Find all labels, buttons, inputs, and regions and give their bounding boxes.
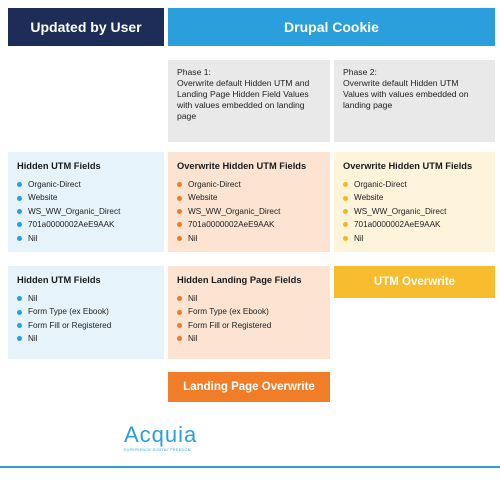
list-item (17, 319, 155, 332)
bullet-icon (17, 209, 22, 214)
phase-1-text: Overwrite default Hidden UTM and Landing Page Hidden Field Values with values embedded on landing page (177, 78, 310, 121)
bullet-icon (177, 296, 182, 301)
card-title: Hidden UTM Fields (17, 161, 101, 171)
bullet-icon (177, 222, 182, 227)
list-item (343, 232, 486, 245)
list-item (17, 191, 155, 204)
header-user-label: Updated by User (30, 19, 142, 35)
bullet-icon (177, 236, 182, 241)
list-item (17, 292, 155, 305)
list-item (17, 178, 155, 191)
header-drupal-label: Drupal Cookie (284, 19, 379, 35)
bullet-icon (177, 196, 182, 201)
list-item-label: 701a0000002AeE9AAK (188, 220, 275, 230)
list-item (177, 178, 321, 191)
list-item (343, 191, 486, 204)
acquia-logo (124, 424, 214, 460)
field-list (17, 178, 155, 245)
bullet-icon (177, 209, 182, 214)
phase-1-overwrite-utm-card (168, 152, 330, 252)
list-item-label: Nil (28, 233, 38, 243)
logo-tagline: EXPERIENCE DIGITAL FREEDOM (124, 448, 192, 452)
phase-1-hidden-landing-page-card (168, 266, 330, 359)
list-item (343, 205, 486, 218)
phase-2-text: Overwrite default Hidden UTM Values with values embedded on landing page (343, 78, 469, 110)
header-updated-by-user (8, 8, 164, 46)
list-item (343, 178, 486, 191)
bullet-icon (343, 196, 348, 201)
list-item-label: Organic-Direct (354, 180, 407, 189)
bullet-icon (177, 323, 182, 328)
bullet-icon (17, 196, 22, 201)
list-item-label: Form Fill or Registered (28, 320, 112, 330)
list-item-label: WS_WW_Organic_Direct (188, 206, 281, 216)
utm-overwrite-label (334, 266, 495, 298)
card-title: Hidden UTM Fields (17, 275, 101, 285)
list-item-label: WS_WW_Organic_Direct (354, 206, 447, 216)
bullet-icon (343, 209, 348, 214)
field-list (177, 178, 321, 245)
bullet-icon (343, 236, 348, 241)
utm-overwrite-text: UTM Overwrite (373, 276, 456, 288)
list-item-label: Form Type (ex Ebook) (188, 307, 269, 317)
card-title: Overwrite Hidden UTM Fields (343, 161, 473, 171)
list-item (177, 232, 321, 245)
list-item-label: Nil (354, 233, 364, 243)
list-item (177, 305, 321, 318)
bullet-icon (17, 336, 22, 341)
field-list (17, 292, 155, 346)
list-item-label: Nil (28, 334, 38, 344)
list-item-label: 701a0000002AeE9AAK (28, 220, 115, 230)
list-item-label: Form Type (ex Ebook) (28, 307, 109, 317)
bullet-icon (177, 182, 182, 187)
list-item (177, 205, 321, 218)
bullet-icon (343, 222, 348, 227)
list-item-label: Organic-Direct (28, 180, 81, 189)
user-hidden-landing-fields-card (8, 266, 164, 359)
list-item (177, 191, 321, 204)
list-item-label: Nil (188, 334, 198, 344)
card-title: Overwrite Hidden UTM Fields (177, 161, 307, 171)
list-item (177, 292, 321, 305)
field-list (177, 292, 321, 346)
card-title: Hidden Landing Page Fields (177, 275, 302, 285)
list-item-label: WS_WW_Organic_Direct (28, 206, 121, 216)
list-item-label: Website (188, 193, 218, 203)
bullet-icon (17, 236, 22, 241)
phase-2-overwrite-utm-card (334, 152, 495, 252)
list-item-label: Website (28, 193, 58, 203)
bullet-icon (17, 296, 22, 301)
list-item (177, 319, 321, 332)
list-item (17, 205, 155, 218)
phase-2-title: Phase 2: (343, 67, 377, 77)
bullet-icon (17, 310, 22, 315)
landing-page-overwrite-label (168, 372, 330, 402)
bullet-icon (17, 323, 22, 328)
list-item (177, 218, 321, 231)
list-item (177, 332, 321, 345)
list-item-label: Form Fill or Registered (188, 320, 272, 330)
phase-1-description (168, 60, 330, 142)
list-item-label: 701a0000002AeE9AAK (354, 220, 441, 230)
bullet-icon (177, 310, 182, 315)
list-item-label: Nil (28, 294, 38, 303)
list-item-label: Nil (188, 233, 198, 243)
bullet-icon (17, 182, 22, 187)
list-item (17, 218, 155, 231)
user-hidden-utm-fields-card (8, 152, 164, 252)
list-item-label: Organic-Direct (188, 180, 241, 189)
phase-2-description (334, 60, 495, 142)
header-drupal-cookie (168, 8, 495, 46)
bullet-icon (177, 336, 182, 341)
field-list (343, 178, 486, 245)
phase-1-title: Phase 1: (177, 67, 211, 77)
list-item-label: Website (354, 193, 384, 203)
list-item-label: Nil (188, 294, 198, 303)
landing-page-overwrite-text: Landing Page Overwrite (183, 381, 315, 393)
list-item (17, 232, 155, 245)
bullet-icon (343, 182, 348, 187)
logo-wordmark: Acquia (124, 422, 198, 447)
bullet-icon (17, 222, 22, 227)
list-item (17, 332, 155, 345)
list-item (343, 218, 486, 231)
list-item (17, 305, 155, 318)
bottom-divider (0, 466, 500, 468)
